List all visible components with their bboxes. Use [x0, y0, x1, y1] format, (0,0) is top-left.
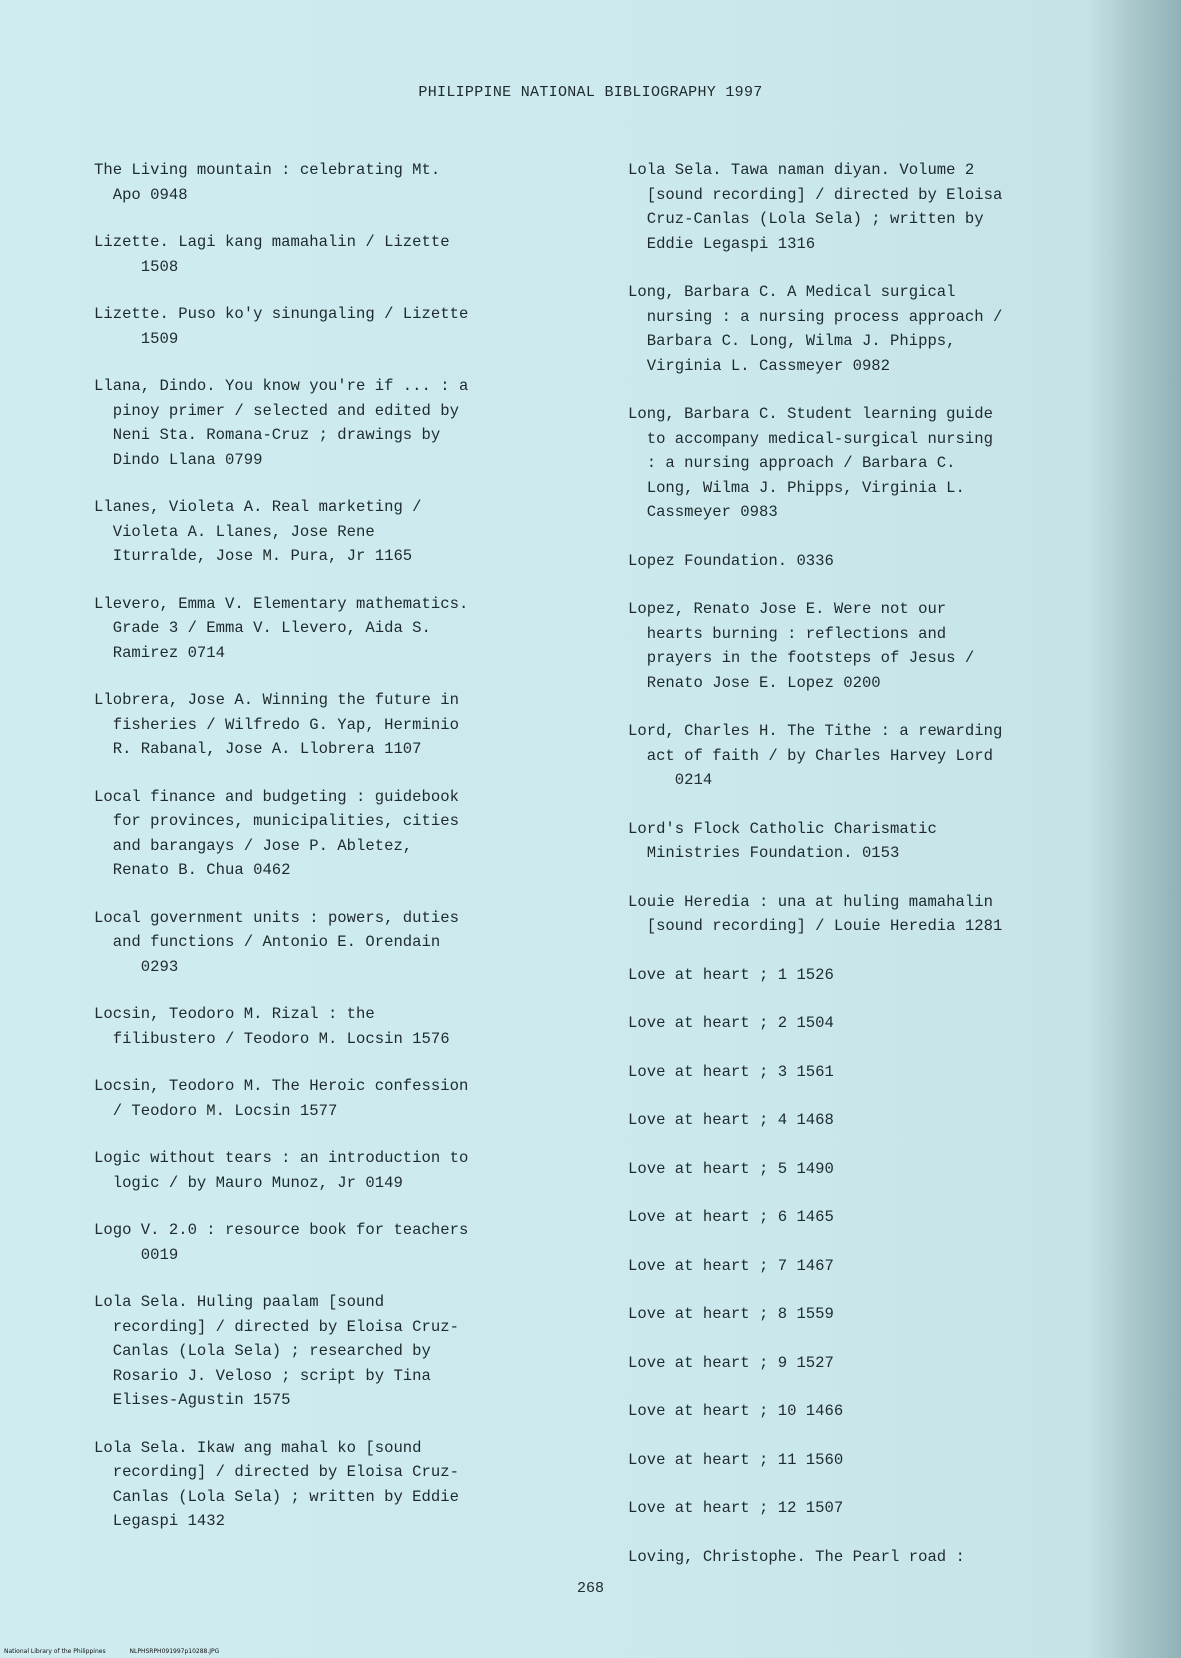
bib-entry: Loving, Christophe. The Pearl road :: [628, 1547, 965, 1566]
bib-entry: Long, Barbara C. A Medical surgical nursing : a nursing process approach / Barbara C. Long, Wilma J. Phipps, Virginia L. Cassmeyer 0982: [628, 283, 1003, 375]
bib-entry: Lola Sela. Tawa naman diyan. Volume 2 [sound recording] / directed by Eloisa Cruz-Canlas (Lola Sela) ; written by Eddie Legaspi 1316: [628, 161, 1003, 253]
bib-entry: Locsin, Teodoro M. Rizal : the filibustero / Teodoro M. Locsin 1576: [94, 1005, 450, 1048]
bib-entry: Llobrera, Jose A. Winning the future in fisheries / Wilfredo G. Yap, Herminio R. Rabanal, Jose A. Llobrera 1107: [94, 691, 459, 758]
bib-entry: Llanes, Violeta A. Real marketing / Violeta A. Llanes, Jose Rene Iturralde, Jose M. Pura, Jr 1165: [94, 498, 422, 565]
bib-entry: Love at heart ; 12 1507: [628, 1499, 844, 1517]
bib-entry: Louie Heredia : una at huling mamahalin [sound recording] / Louie Heredia 1281: [628, 892, 1003, 935]
bib-entry: Love at heart ; 6 1465: [628, 1208, 834, 1226]
bib-entry: Love at heart ; 4 1468: [628, 1111, 834, 1129]
bib-entry: Locsin, Teodoro M. The Heroic confession / Teodoro M. Locsin 1577: [94, 1077, 469, 1120]
bib-entry: Love at heart ; 8 1559: [628, 1305, 834, 1323]
bib-entry: Love at heart ; 10 1466: [628, 1402, 844, 1420]
page-title: PHILIPPINE NATIONAL BIBLIOGRAPHY 1997: [418, 84, 763, 101]
bib-entry: Llana, Dindo. You know you're if ... : a pinoy primer / selected and edited by Neni Sta. Romana-Cruz ; drawings by Dindo Llana 0799: [94, 377, 469, 469]
bib-entry: Lopez Foundation. 0336: [628, 551, 834, 570]
bib-entry: Llevero, Emma V. Elementary mathematics. Grade 3 / Emma V. Llevero, Aida S. Ramirez 0714: [94, 594, 469, 662]
bib-entry: Long, Barbara C. Student learning guide to accompany medical-surgical nursing : a nursing approach / Barbara C. Long, Wilma J. Phipps, Virginia L. Cassmeyer 0983: [628, 405, 993, 521]
bib-entry: Love at heart ; 1 1526: [628, 965, 834, 984]
page-number: 268: [576, 1580, 604, 1597]
bib-entry: Love at heart ; 2 1504: [628, 1014, 834, 1032]
bib-entry: Love at heart ; 11 1560: [628, 1450, 844, 1469]
footer-file: NLPHSRPH091997p10288.JPG: [129, 1648, 220, 1655]
bib-entry: Lizette. Lagi kang mamahalin / Lizette 1508: [94, 233, 450, 276]
right-column: [628, 158, 1148, 1593]
left-column: [94, 158, 599, 1557]
bib-entry: Lord, Charles H. The Tithe : a rewarding act of faith / by Charles Harvey Lord 0214: [628, 722, 1003, 789]
bib-entry: Local government units : powers, duties and functions / Antonio E. Orendain 0293: [94, 908, 459, 976]
bib-entry: Lopez, Renato Jose E. Were not our hearts burning : reflections and prayers in the footsteps of Jesus / Renato Jose E. Lopez 0200: [628, 600, 975, 692]
bib-entry: Local finance and budgeting : guidebook for provinces, municipalities, cities and barangays / Jose P. Abletez, Renato B. Chua 0462: [94, 787, 459, 879]
bib-entry: Love at heart ; 3 1561: [628, 1062, 834, 1081]
bib-entry: Lord's Flock Catholic Charismatic Ministries Foundation. 0153: [628, 819, 937, 862]
bib-entry: Lola Sela. Ikaw ang mahal ko [sound recording] / directed by Eloisa Cruz- Canlas (Lola Sela) ; written by Eddie Legaspi 1432: [94, 1438, 459, 1530]
bib-entry: Love at heart ; 9 1527: [628, 1353, 834, 1372]
scan-footer: [4, 1648, 241, 1655]
bib-entry: Love at heart ; 5 1490: [628, 1159, 834, 1178]
bib-entry: Logic without tears : an introduction to logic / by Mauro Munoz, Jr 0149: [94, 1149, 469, 1192]
bib-entry: Logo V. 2.0 : resource book for teachers 0019: [94, 1221, 469, 1264]
bib-entry: The Living mountain : celebrating Mt. Apo 0948: [94, 161, 441, 204]
bib-entry: Love at heart ; 7 1467: [628, 1256, 834, 1275]
footer-library: National Library of the Philippines: [4, 1648, 106, 1655]
bib-entry: Lizette. Puso ko'y sinungaling / Lizette 1509: [94, 305, 469, 348]
bib-entry: Lola Sela. Huling paalam [sound recording] / directed by Eloisa Cruz- Canlas (Lola Sela) ; researched by Rosario J. Veloso ; script by Tina Elises-Agustin 1575: [94, 1293, 459, 1409]
